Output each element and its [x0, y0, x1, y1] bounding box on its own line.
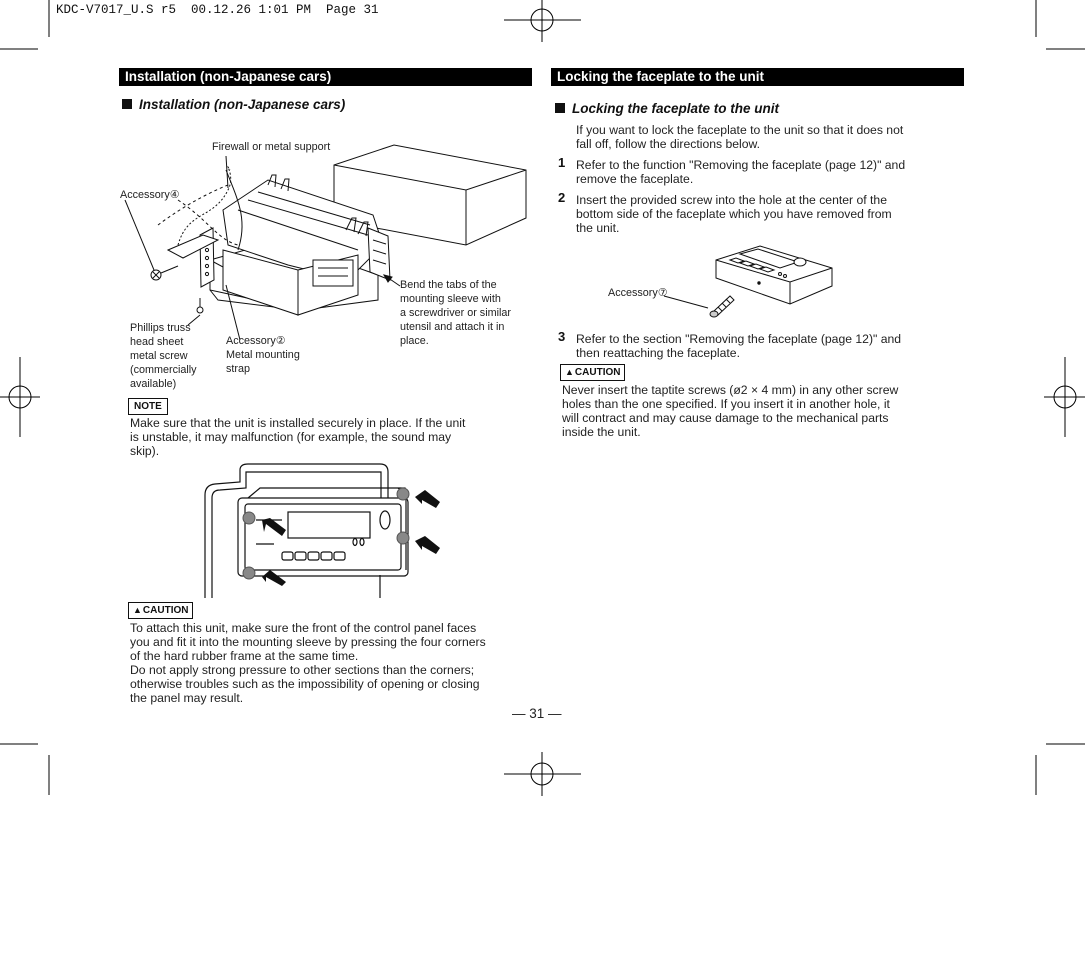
caution-left-line6: the panel may result. — [130, 691, 244, 705]
step-2-line2: bottom side of the faceplate which you have removed from — [576, 207, 892, 221]
subhead-locking-text: Locking the faceplate to the unit — [572, 101, 780, 116]
caution-right-line3: will contract and may cause damage to the mechanical parts — [562, 411, 889, 425]
subhead-locking — [555, 101, 779, 116]
label-accessory4: Accessory④ — [120, 189, 180, 201]
bullet-square-icon — [555, 103, 565, 113]
label-accessory2-line3: strap — [226, 363, 251, 375]
bullet-square-icon — [122, 99, 132, 109]
page-number: — 31 — — [512, 706, 562, 721]
caution-left-line2: you and fit it into the mounting sleeve by pressing the four corners — [130, 635, 486, 649]
faceplate-corners-diagram — [200, 460, 460, 600]
caution-left-line3: of the hard rubber frame at the same time. — [130, 649, 359, 663]
registration-mark-bottom — [504, 752, 581, 796]
note-badge: NOTE — [128, 398, 168, 415]
label-accessory7: Accessory⑦ — [608, 287, 668, 299]
label-bend-line5: place. — [400, 335, 429, 347]
label-phillips-screw — [130, 321, 197, 391]
caution-badge-left — [128, 602, 193, 619]
warning-triangle-icon: ▲ — [133, 605, 142, 615]
subhead-installation — [122, 97, 345, 112]
caution-label-right: CAUTION — [574, 367, 621, 378]
caution-text-left — [130, 621, 486, 705]
step-2-text — [576, 193, 892, 235]
step-3-line1: Refer to the section "Removing the faceplate (page 12)" and — [576, 332, 902, 346]
step-1-number: 1 — [558, 155, 566, 170]
warning-triangle-icon: ▲ — [565, 367, 574, 377]
note-line3: skip). — [130, 444, 160, 458]
step-2-line1: Insert the provided screw into the hole at the center of the — [576, 193, 887, 207]
step-2-number: 2 — [558, 190, 566, 205]
label-phillips-line5: available) — [130, 378, 177, 390]
step-2-line3: the unit. — [576, 221, 620, 235]
registration-mark-right — [1044, 357, 1085, 437]
caution-label-left: CAUTION — [142, 605, 189, 616]
section-title-installation: Installation (non-Japanese cars) — [119, 68, 532, 86]
caution-badge-right — [560, 364, 625, 381]
caution-left-line4: Do not apply strong pressure to other sections than the corners; — [130, 663, 475, 677]
step-3-line2: then reattaching the faceplate. — [576, 346, 740, 360]
label-phillips-line2: head sheet — [130, 336, 184, 348]
label-accessory2-line1: Accessory② — [226, 335, 286, 347]
print-header: KDC-V7017_U.S r5 00.12.26 1:01 PM Page 31 — [56, 3, 379, 17]
label-phillips-line4: (commercially — [130, 364, 197, 376]
faceplate-screw-diagram — [700, 238, 860, 318]
label-accessory2-line2: Metal mounting — [226, 349, 300, 361]
registration-mark-left — [0, 357, 40, 437]
step-3-text — [576, 332, 901, 360]
note-line2: is unstable, it may malfunction (for example, the sound may — [130, 430, 452, 444]
step-3-number: 3 — [558, 329, 566, 344]
section-title-locking: Locking the faceplate to the unit — [551, 68, 964, 86]
step-1-text — [576, 158, 905, 186]
caution-left-line1: To attach this unit, make sure the front of the control panel faces — [130, 621, 477, 635]
label-bend-line2: mounting sleeve with — [400, 293, 501, 305]
label-firewall: Firewall or metal support — [212, 141, 331, 153]
caution-left-line5: otherwise troubles such as the impossibility of opening or closing — [130, 677, 480, 691]
step-1-line2: remove the faceplate. — [576, 172, 694, 186]
caution-right-line4: inside the unit. — [562, 425, 641, 439]
label-phillips-line1: Phillips truss — [130, 322, 191, 334]
note-text — [130, 416, 465, 458]
label-bend-tabs — [400, 278, 511, 348]
note-line1: Make sure that the unit is installed securely in place. If the unit — [130, 416, 466, 430]
step-1-line1: Refer to the function "Removing the faceplate (page 12)" and — [576, 158, 906, 172]
caution-text-right — [562, 383, 898, 439]
label-phillips-line3: metal screw — [130, 350, 188, 362]
label-bend-line3: a screwdriver or similar — [400, 307, 511, 319]
registration-mark-top — [504, 0, 581, 42]
label-accessory2 — [226, 334, 300, 376]
subhead-installation-text: Installation (non-Japanese cars) — [139, 97, 346, 112]
label-bend-line4: utensil and attach it in — [400, 321, 505, 333]
caution-right-line2: holes than the one specified. If you insert it in another hole, it — [562, 397, 890, 411]
label-bend-line1: Bend the tabs of the — [400, 279, 497, 291]
caution-right-line1: Never insert the taptite screws (ø2 × 4 mm) in any other screw — [562, 383, 899, 397]
intro-line1: If you want to lock the faceplate to the unit so that it does not — [576, 123, 904, 137]
locking-intro — [576, 123, 903, 151]
intro-line2: fall off, follow the directions below. — [576, 137, 761, 151]
